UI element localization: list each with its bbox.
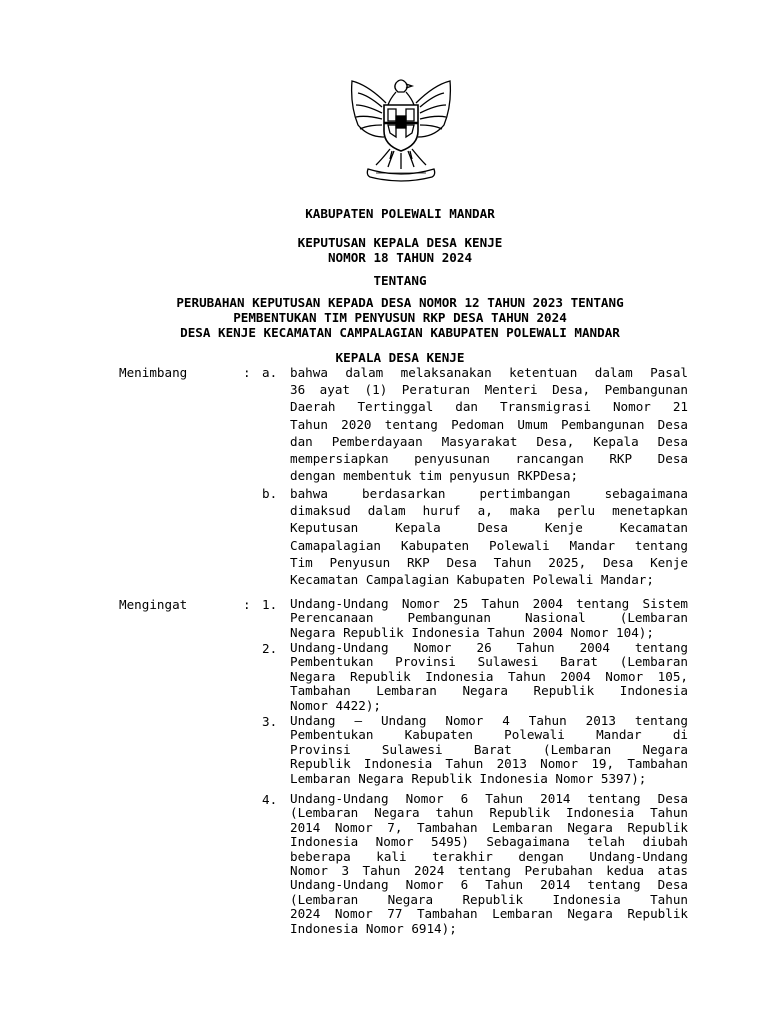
subject-line: PEMBENTUKAN TIM PENYUSUN RKP DESA TAHUN 2024 (233, 310, 567, 325)
text-line: Lembaran Negara Republik Indonesia Nomor 5397); (290, 770, 647, 786)
subject-line: DESA KENJE KECAMATAN CAMPALAGIAN KABUPATEN POLEWALI MANDAR (180, 325, 620, 340)
mengingat-label: Mengingat (119, 597, 188, 612)
garuda-emblem-icon (346, 75, 456, 185)
mengingat-item-2 (290, 641, 688, 713)
text-line: Undang – Undang Nomor 4 Tahun 2013 tentang (290, 713, 688, 728)
text-line: dan Pemberdayaan Masyarakat Desa, Kepala Desa (290, 433, 688, 449)
menimbang-label: Menimbang (119, 365, 188, 380)
text-line: Pembentukan Provinsi Sulawesi Barat (Lembaran (290, 654, 688, 670)
item-marker: 4. (262, 792, 278, 807)
text-line: Undang-Undang Nomor 25 Tahun 2004 tentang Sistem (290, 596, 688, 611)
mengingat-item-3 (290, 714, 688, 786)
item-marker: 3. (262, 714, 278, 729)
item-marker: a. (262, 365, 278, 380)
text-line: (Lembaran Negara tahun Republik Indonesia Tahun (290, 805, 688, 821)
text-line: Pembentukan Kabupaten Polewali Mandar di (290, 727, 688, 743)
text-line: Indonesia Nomor 6914); (290, 920, 457, 936)
item-marker: b. (262, 486, 278, 501)
item-marker: 2. (262, 641, 278, 656)
text-line: Tambahan Lembaran Negara Republik Indonesia (290, 683, 688, 699)
text-line: dimaksud dalam huruf a, maka perlu menetapkan (290, 503, 688, 519)
text-line: Kecamatan Campalagian Kabupaten Polewali Mandar; (290, 572, 654, 588)
text-line: Undang-Undang Nomor 26 Tahun 2004 tentang (290, 640, 688, 655)
menimbang-item-b (290, 485, 688, 588)
text-line: Tahun 2020 tentang Pedoman Umum Pembangunan Desa (290, 416, 688, 432)
text-line: Indonesia Nomor 5495) Sebagaimana telah diubah (290, 834, 688, 850)
menimbang-colon: : (243, 365, 251, 380)
text-line: Tim Penyusun RKP Desa Tahun 2025, Desa Kenje (290, 554, 688, 570)
text-line: Keputusan Kepala Desa Kenje Kecamatan (290, 520, 688, 536)
official-heading: KEPALA DESA KENJE (335, 350, 465, 365)
text-line: Negara Republik Indonesia Tahun 2004 Nomor 104); (290, 624, 654, 640)
text-line: beberapa kali terakhir dengan Undang-Undang (290, 848, 688, 864)
text-line: Negara Republik Indonesia Tahun 2004 Nomor 105, (290, 668, 688, 684)
mengingat-colon: : (243, 597, 251, 612)
decree-title: KEPUTUSAN KEPALA DESA KENJE (297, 235, 503, 250)
mengingat-item-4 (290, 792, 688, 936)
text-line: Nomor 4422); (290, 697, 381, 713)
text-line: Undang-Undang Nomor 6 Tahun 2014 tentang Desa (290, 877, 688, 893)
about-heading: TENTANG (373, 273, 427, 288)
text-line: Daerah Tertinggal dan Transmigrasi Nomor 21 (290, 399, 688, 415)
text-line: (Lembaran Negara Republik Indonesia Tahun (290, 891, 688, 907)
text-line: dengan membentuk tim penyusun RKPDesa; (290, 468, 579, 484)
text-line: Perencanaan Pembangunan Nasional (Lembaran (290, 610, 688, 626)
region-title: KABUPATEN POLEWALI MANDAR (305, 206, 495, 221)
text-line: Republik Indonesia Tahun 2013 Nomor 19, Tambahan (290, 756, 688, 772)
text-line: Undang-Undang Nomor 6 Tahun 2014 tentang Desa (290, 791, 688, 806)
text-line: bahwa berdasarkan pertimbangan sebagaimana (290, 486, 688, 501)
text-line: bahwa dalam melaksanakan ketentuan dalam Pasal (290, 365, 688, 380)
text-line: Nomor 3 Tahun 2024 tentang Perubahan kedua atas (290, 863, 688, 879)
text-line: 36 ayat (1) Peraturan Menteri Desa, Pembangunan (290, 382, 688, 398)
decree-number: NOMOR 18 TAHUN 2024 (327, 250, 473, 265)
text-line: Camapalagian Kabupaten Polewali Mandar tentang (290, 537, 688, 553)
menimbang-item-a (290, 364, 688, 484)
text-line: 2014 Nomor 7, Tambahan Lembaran Negara Republik (290, 819, 688, 835)
item-marker: 1. (262, 597, 278, 612)
text-line: Provinsi Sulawesi Barat (Lembaran Negara (290, 741, 688, 757)
subject-line: PERUBAHAN KEPUTUSAN KEPADA DESA NOMOR 12 TAHUN 2023 TENTANG (176, 295, 624, 310)
text-line: 2024 Nomor 77 Tambahan Lembaran Negara Republik (290, 906, 688, 922)
text-line: mempersiapkan penyusunan rancangan RKP Desa (290, 451, 688, 467)
mengingat-item-1 (290, 597, 688, 640)
